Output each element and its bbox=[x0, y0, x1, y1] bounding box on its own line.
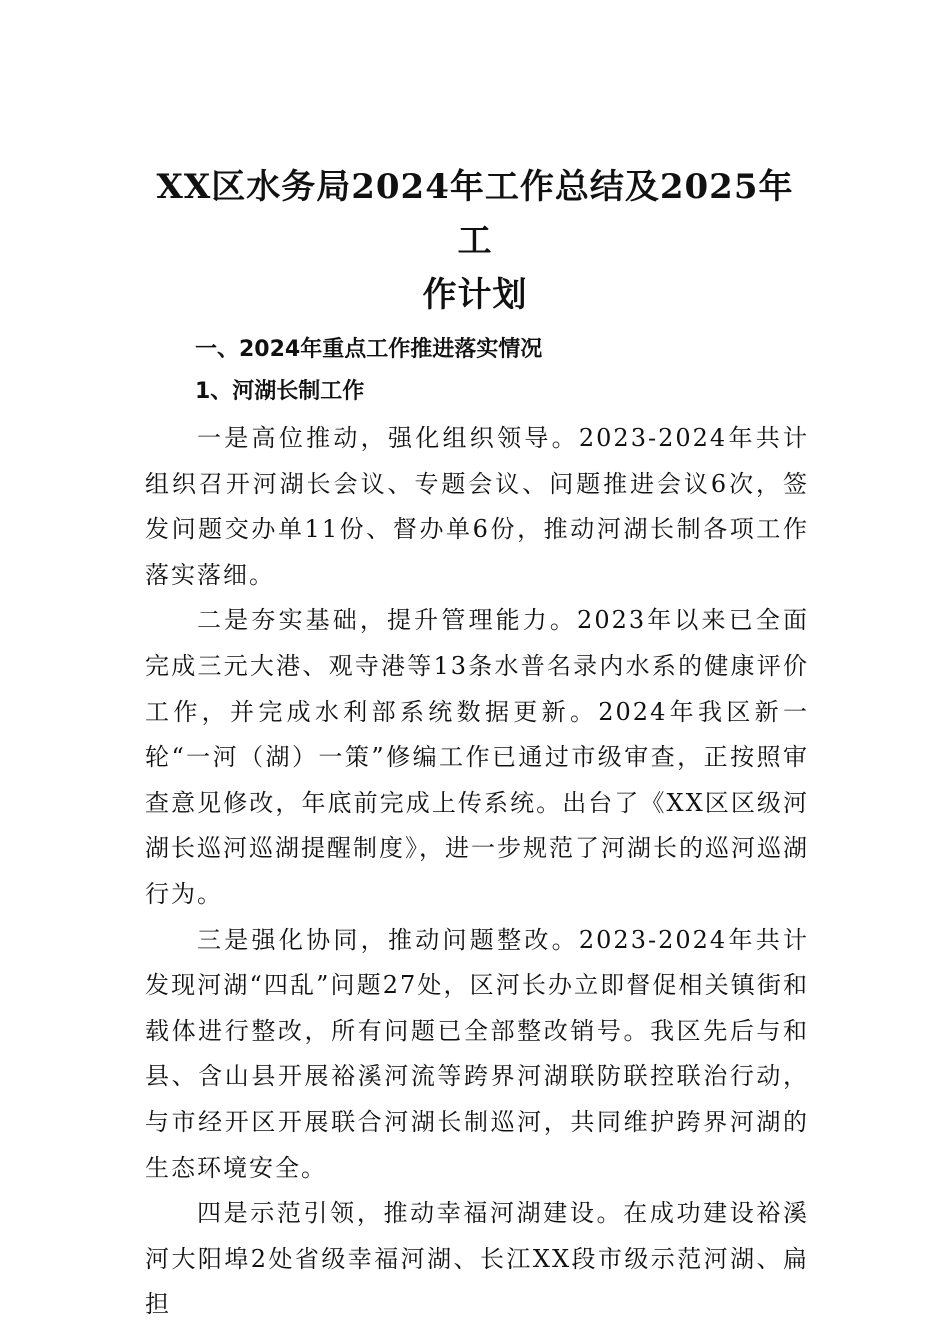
paragraph-1: 一是高位推动，强化组织领导。2023-2024年共计组织召开河湖长会议、专题会议、问题推进会议6次，签发问题交办单11份、督办单6份，推动河湖长制各项工作落实落细。 bbox=[145, 424, 809, 589]
body-text bbox=[145, 416, 809, 1328]
title-line-1: XX区水务局2024年工作总结及2025年工 bbox=[156, 167, 794, 261]
section-heading: 一、2024年重点工作推进落实情况 bbox=[195, 337, 543, 362]
title-line-2: 作计划 bbox=[422, 275, 528, 315]
paragraph-2: 二是夯实基础，提升管理能力。2023年以来已全面完成三元大港、观寺港等13条水普名录内水系的健康评价工作，并完成水利部系统数据更新。2024年我区新一轮“一河（湖）一策”修编工作已通过市级审查，正按照审查意见修改，年底前完成上传系统。出台了《XX区区级河湖长巡河巡湖提醒制度》，进一步规范了河湖长的巡河巡湖行为。 bbox=[145, 606, 809, 908]
paragraph-4: 四是示范引领，推动幸福河湖建设。在成功建设裕溪河大阳埠2处省级幸福河湖、长江XX段市级示范河湖、扁担 bbox=[145, 1199, 809, 1319]
document-title bbox=[140, 160, 810, 322]
paragraph-3: 三是强化协同，推动问题整改。2023-2024年共计发现河湖“四乱”问题27处，区河长办立即督促相关镇街和载体进行整改，所有问题已全部整改销号。我区先后与和县、含山县开展裕溪河流等跨界河湖联防联控联治行动，与市经开区开展联合河湖长制巡河，共同维护跨界河湖的生态环境安全。 bbox=[145, 925, 809, 1182]
subsection-heading: 1、河湖长制工作 bbox=[195, 379, 365, 404]
